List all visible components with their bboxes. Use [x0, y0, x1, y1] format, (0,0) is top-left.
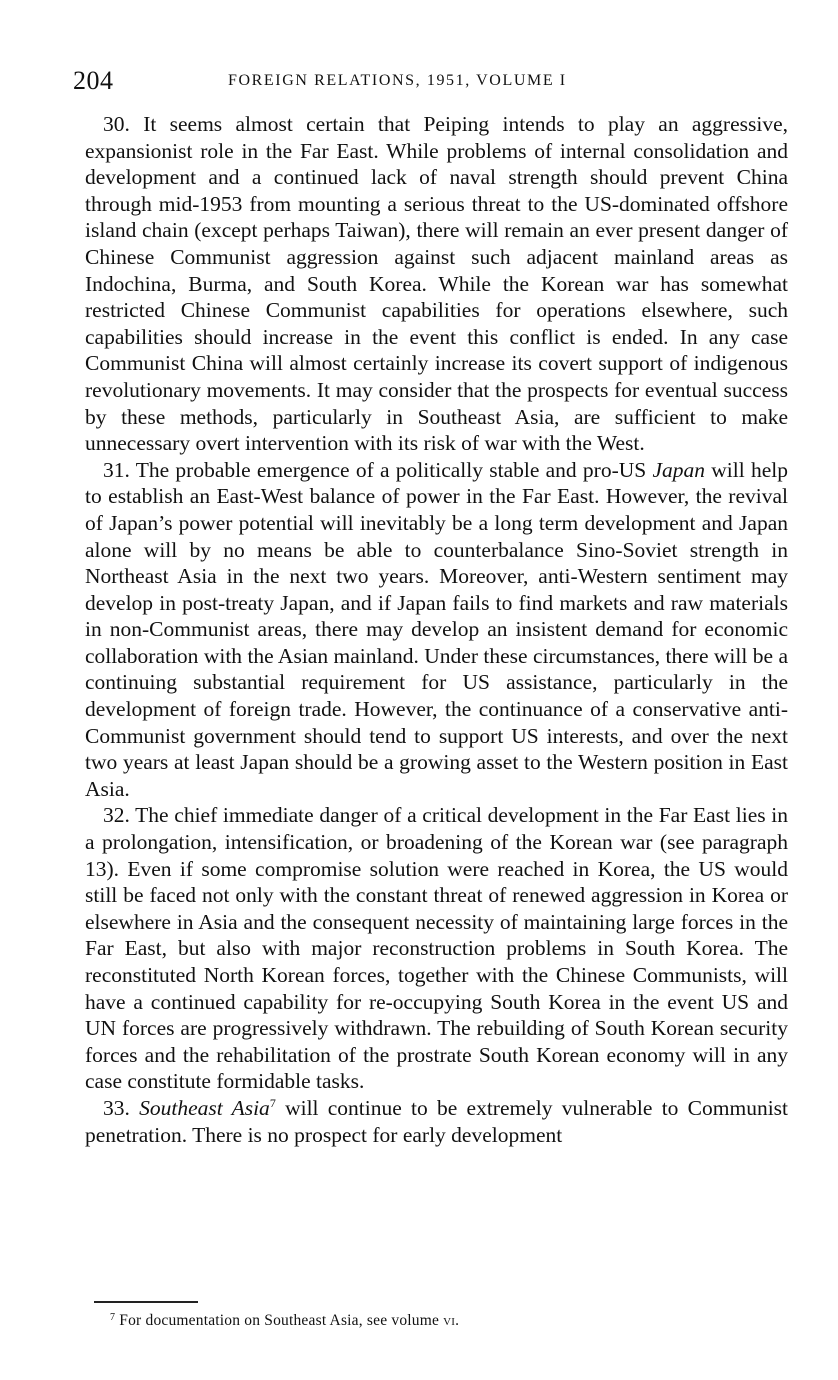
italic-term-japan: Japan — [652, 457, 706, 482]
footnote-text: For documentation on Southeast Asia, see volume — [119, 1312, 440, 1329]
paragraph-33 — [85, 1095, 788, 1148]
footnote-divider — [94, 1301, 198, 1303]
running-head: FOREIGN RELATIONS, 1951, VOLUME I — [228, 72, 567, 89]
paragraph-text-continued: will continue to be extremely vulnerable to Communist penetration. There is no prospect for early development — [85, 1095, 789, 1147]
body-text — [85, 111, 788, 1148]
paragraph-number: 32. — [103, 803, 130, 828]
paragraph-text: The chief immediate danger of a critical development in the Far East lies in a prolongation, intensification, or broadening of the Korean war (see paragraph 13). Even if some compromise solution were reached in Korea, the US would still be faced not only with the constant threat of renewed aggression in Korea or elsewhere in Asia and the consequent necessity of maintaining large forces in the Far East, but also with major reconstruction problems in South Korea. The reconstituted North Korean forces, together with the Chinese Communists, will have a continued capability for re-occupying South Korea in the event US and UN forces are progressively withdrawn. The rebuilding of South Korean security forces and the rehabilitation of the prostrate South Korean economy will in any case constitute formidable tasks. — [85, 803, 788, 1094]
paragraph-30 — [85, 111, 788, 457]
paragraph-text: It seems almost certain that Peiping intends to play an aggressive, expansionist role in the Far East. While problems of internal consolidation and development and a continued lack of naval strength should prevent China through mid-1953 from mounting a serious threat to the US-dominated offshore island chain (except perhaps Taiwan), there will remain an ever present danger of Chinese Communist aggression against such adjacent mainland areas as Indochina, Burma, and South Korea. While the Korean war has somewhat restricted Chinese Communist capabilities for operations elsewhere, such capabilities should increase in the event this conflict is ended. In any case Communist China will almost certainly increase its covert support of indigenous revolutionary movements. It may consider that the prospects for eventual success by these methods, particularly in Southeast Asia, are sufficient to make unnecessary overt intervention with its risk of war with the West. — [85, 112, 788, 456]
paragraph-number: 31. — [103, 457, 130, 482]
page-number: 204 — [73, 66, 114, 95]
page-header — [73, 66, 788, 96]
paragraph-number: 33. — [103, 1095, 130, 1120]
paragraph-text-continued: will help to establish an East-West balance of power in the Far East. However, the revival of Japan’s power potential will inevitably be a long term development and Japan alone will by no means be able to counterbalance Sino-Soviet strength in Northeast Asia in the next two years. Moreover, anti-Western sentiment may develop in post-treaty Japan, and if Japan fails to find markets and raw materials in non-Communist areas, there may develop an insistent demand for economic collaboration with the Asian mainland. Under these circumstances, there will be a continuing substantial requirement for US assistance, particularly in the development of foreign trade. However, the continuance of a conservative anti-Communist government should tend to support US interests, and over the next two years at least Japan should be a growing asset to the Western position in East Asia. — [85, 457, 788, 801]
paragraph-32 — [85, 802, 788, 1095]
italic-term-southeast-asia: Southeast Asia — [139, 1095, 270, 1120]
paragraph-text: The probable emergence of a politically stable and pro-US — [135, 457, 647, 482]
footnote-volume: vi. — [443, 1312, 460, 1329]
footnote — [110, 1311, 459, 1331]
paragraph-31 — [85, 457, 788, 803]
footnote-reference[interactable]: 7 — [269, 1095, 276, 1110]
footnote-marker: 7 — [110, 1312, 116, 1323]
paragraph-number: 30. — [103, 112, 130, 136]
